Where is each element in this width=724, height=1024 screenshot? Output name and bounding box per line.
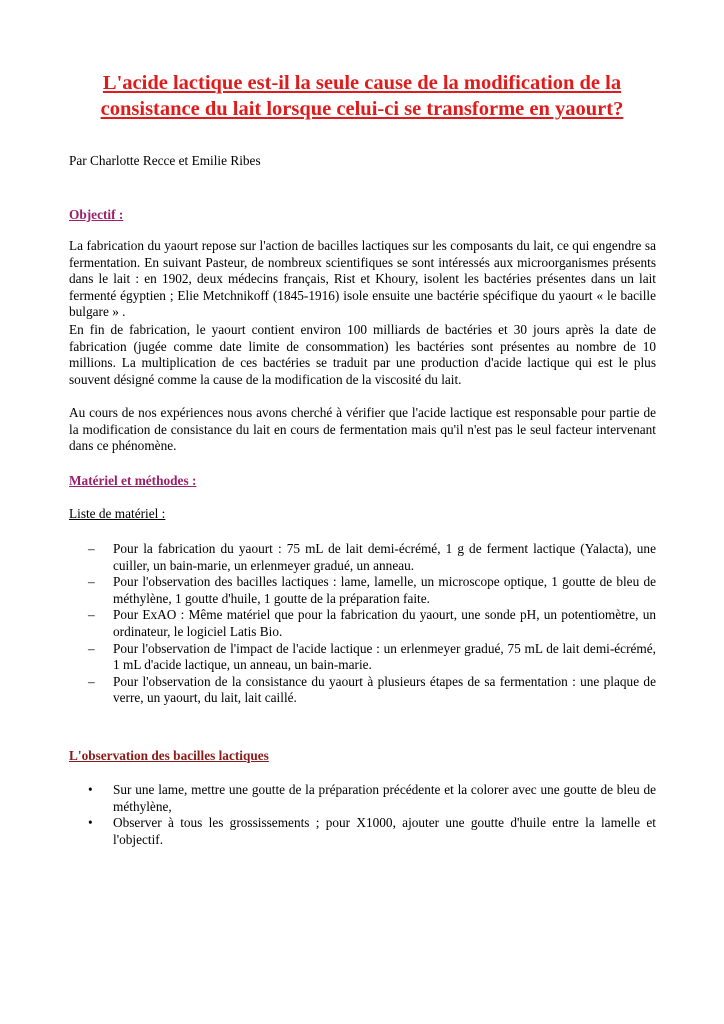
list-item-text: Pour la fabrication du yaourt : 75 mL de lait demi-écrémé, 1 g de ferment lactique (Yalacta), une cuiller, un bain-marie, un erlenmeyer gradué, un anneau. [113, 541, 656, 573]
list-item [69, 674, 656, 707]
materiel-list [69, 541, 656, 707]
list-item-text: Observer à tous les grossissements ; pour X1000, ajouter une goutte d'huile entre la lamelle et l'objectif. [113, 815, 656, 847]
objectif-heading: Objectif : [69, 207, 124, 222]
document-title: L'acide lactique est-il la seule cause de la modification de la consistance du lait lorsque celui-ci se transforme en yaourt? [100, 72, 624, 120]
list-item [69, 782, 656, 815]
objectif-paragraph-1: La fabrication du yaourt repose sur l'action de bacilles lactiques sur les composants du lait, ce qui engendre sa fermentation. En suivant Pasteur, de nombreux scientifiques se sont intéressés aux microorganismes présents dans le lait : en 1902, deux médecins français, Rist et Khoury, isolent les bactéries présentes dans un lait fermenté égyptien ; Elie Metchnikoff (1845-1916) isole ensuite une bactérie spécifique du yaourt « le bacille bulgare » . [69, 238, 656, 320]
list-item [69, 815, 656, 848]
dash-marker: – [88, 640, 95, 656]
materiel-list-label: Liste de matériel : [69, 506, 166, 521]
dash-marker: – [88, 607, 95, 623]
list-item-text: Pour l'observation de la consistance du yaourt à plusieurs étapes de sa fermentation : une plaque de verre, un yaourt, du lait, lait caillé. [113, 673, 656, 706]
dash-marker: – [88, 541, 95, 556]
list-item-text: Pour l'observation de l'impact de l'acide lactique : un erlenmeyer gradué, 75 mL de lait demi-écrémé, 1 mL d'acide lactique, un anneau, un bain-marie. [113, 640, 656, 673]
list-item [69, 607, 656, 640]
objectif-paragraph-2: En fin de fabrication, le yaourt contient environ 100 milliards de bactéries et 30 jours après la date de fabrication (jugée comme date limite de consommation) les bactéries sont présentes au nombre de 10 millions. La multiplication de ces bactéries se traduit par une production d'acide lactique qui est le plus souvent désigné comme la cause de la modification de la viscosité du lait. [69, 322, 656, 387]
list-item-text: Sur une lame, mettre une goutte de la préparation précédente et la colorer avec une goutte de bleu de méthylène, [113, 782, 656, 814]
bullet-marker: • [88, 782, 93, 797]
list-item-text: Pour ExAO : Même matériel que pour la fabrication du yaourt, une sonde pH, un potentiomètre, un ordinateur, le logiciel Latis Bio. [113, 607, 656, 639]
list-item [69, 641, 656, 674]
list-item [69, 541, 656, 574]
list-item-text: Pour l'observation des bacilles lactiques : lame, lamelle, un microscope optique, 1 goutte de bleu de méthylène, 1 goutte d'huile, 1 goutte de la préparation faite. [113, 574, 656, 606]
materiel-heading: Matériel et méthodes : [69, 473, 197, 488]
dash-marker: – [88, 673, 95, 689]
objectif-paragraph-3: Au cours de nos expériences nous avons cherché à vérifier que l'acide lactique est responsable pour partie de la modification de consistance du lait en cours de fermentation mais qu'il n'est pas le seul facteur intervenant dans ce phénomène. [69, 405, 656, 454]
authors-line: Par Charlotte Recce et Emilie Ribes [69, 153, 261, 168]
bullet-marker: • [88, 815, 93, 831]
list-item [69, 574, 656, 607]
observation-heading: L'observation des bacilles lactiques [69, 748, 269, 763]
observation-list [69, 782, 656, 848]
dash-marker: – [88, 574, 95, 590]
